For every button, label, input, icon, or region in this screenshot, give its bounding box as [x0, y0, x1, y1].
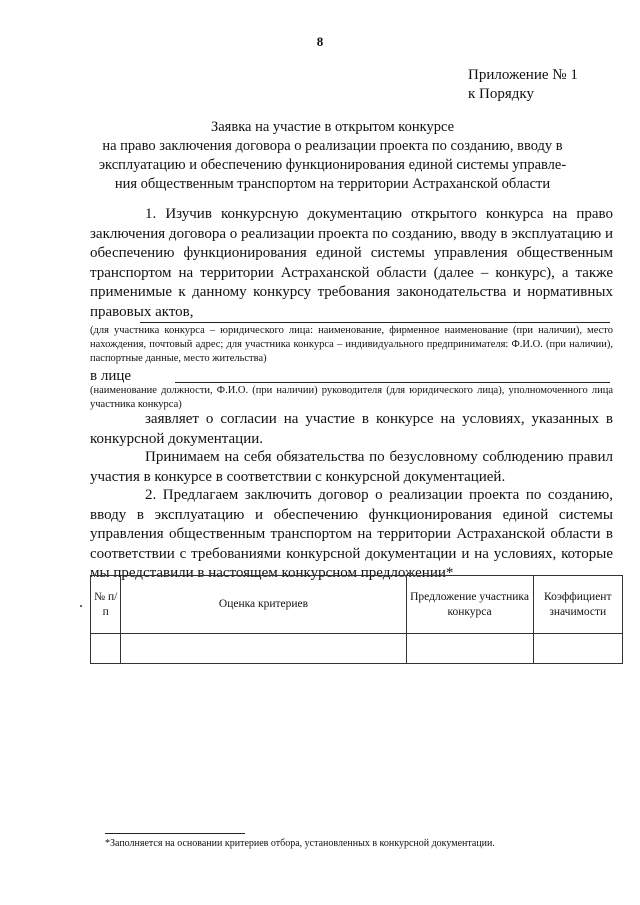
paragraph-agree: заявляет о согласии на участие в конкурсе на условиях, указанных в конкурсной документации.	[90, 411, 613, 447]
title-line3: эксплуатацию и обеспечению функционирования единой системы управле-	[98, 157, 567, 173]
cell-number	[91, 634, 121, 664]
margin-mark	[80, 605, 82, 607]
appendix-label	[468, 66, 578, 104]
criteria-table	[90, 575, 623, 664]
title-line1: Заявка на участие в открытом конкурсе	[210, 119, 455, 135]
table-header-row	[91, 576, 623, 634]
document-title	[70, 118, 595, 194]
title-line2: на право заключения договора о реализации проекта по созданию, вводу в	[102, 138, 563, 154]
footnote: *Заполняется на основании критериев отбора, установленных в конкурсной документации.	[105, 838, 495, 849]
page-number: 8	[316, 34, 324, 49]
v-litse-label: в лице	[90, 368, 132, 384]
header-number: № п/п	[91, 576, 121, 634]
cell-criteria	[121, 634, 406, 664]
paragraph-2: 2. Предлагаем заключить договор о реализации проекта по созданию, вводу в эксплуатацию и обеспечению функционирования единой системы управления общественным транспортом на территории Астраханской области в соответствии с требованиями конкурсной документации и на условиях, которые мы представили в настоящем конкурсном предложении*	[90, 487, 613, 581]
appendix-line2: к Порядку	[468, 86, 534, 102]
footnote-separator	[105, 833, 245, 834]
header-criteria: Оценка критериев	[121, 576, 406, 634]
header-proposal: Предложение участника конкурса	[406, 576, 533, 634]
table-row	[91, 634, 623, 664]
header-coefficient: Коэффициент значимости	[533, 576, 622, 634]
cell-coefficient	[533, 634, 622, 664]
paragraph-1: 1. Изучив конкурсную документацию открытого конкурса на право заключения договора о реализации проекта по созданию, вводу в эксплуатацию и обеспечению функционирования единой системы управления общественным транспортом на территории Астраханской области (далее – конкурс), а также применимые к данному конкурсу требования законодательства и нормативных правовых актов,	[90, 206, 613, 320]
note-representative: (наименование должности, Ф.И.О. (при наличии) руководителя (для юридического лица), уполномоченного лица участника конкурса)	[90, 385, 613, 410]
cell-proposal	[406, 634, 533, 664]
fill-line-representative	[175, 382, 610, 383]
note-participant: (для участника конкурса – юридического лица: наименование, фирменное наименование (при наличии), место нахождения, почтовый адрес; для участника конкурса – индивидуального предпринимателя: Ф.И.О. (при наличии), паспортные данные, место жительства)	[90, 325, 613, 364]
appendix-line1: Приложение № 1	[468, 67, 578, 83]
title-line4: ния общественным транспортом на территории Астраханской области	[114, 176, 551, 192]
paragraph-obligation: Принимаем на себя обязательства по безусловному соблюдению правил участия в конкурсе в соответствии с конкурсной документацией.	[90, 449, 613, 485]
fill-line-participant	[140, 322, 610, 323]
